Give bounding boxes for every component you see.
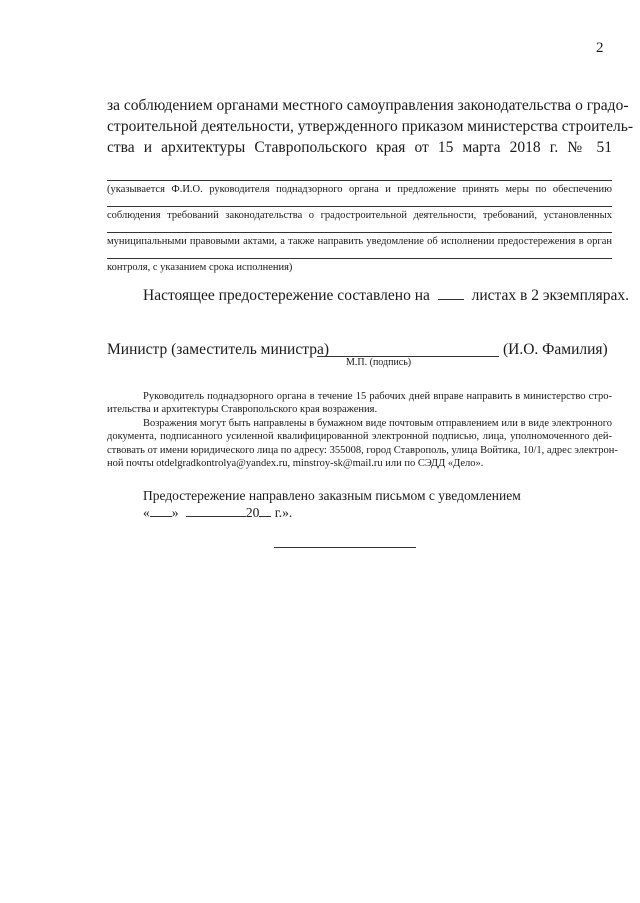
year-suffix: г.». [274,505,293,520]
objection-line: Возражения могут быть направлены в бумажном виде почтовым отправлением или в виде электронного [143,418,612,429]
objection-line: ствовать от имени юридического лица по адресу: 355008, город Ставрополь, улица Войтика, 10/1, адрес электрон- [107,444,618,456]
sent-date [143,504,521,521]
open-quote: « [143,505,150,520]
instruction-line: (указывается Ф.И.О. руководителя поднадзорного органа и предложение принять меры по обеспечению [107,184,612,195]
day-blank [150,516,172,517]
copies-text-after: листах в 2 экземплярах. [471,287,630,304]
intro-line: строительной деятельности, утвержденного приказом министерства строитель- [107,118,634,135]
objection-line: ительства и архитектуры Ставропольского края возражения. [107,404,378,416]
objection-line: Руководитель поднадзорного органа в течение 15 рабочих дней вправе направить в министерство стро- [143,391,612,402]
sent-notice [143,487,521,521]
intro-line: за соблюдением органами местного самоуправления законодательства о градо- [107,97,629,114]
objection-delivery-paragraph [107,417,618,470]
close-quote: » [171,505,179,520]
sent-notice-text: Предостережение направлено заказным письмом с уведомлением [143,488,521,503]
sheet-count-blank [438,299,464,300]
page-number: 2 [596,40,604,56]
signature-caption: М.П. (подпись) [346,357,412,368]
objection-line: ной почты otdelgradkontrolya@yandex.ru, minstroy-sk@mail.ru или по СЭДД «Дело». [107,457,484,469]
intro-line: ства и архитектуры Ставропольского края от 15 марта 2018 г. № 51 [107,139,612,156]
end-divider [274,547,416,548]
copies-text-before: Настоящее предостережение составлено на [143,287,430,304]
signatory-name: (И.О. Фамилия) [503,341,608,358]
signatory-title: Министр (заместитель министра) [107,341,329,358]
year-blank [259,516,271,517]
intro-paragraph [107,95,634,158]
copies-statement [143,287,629,305]
year-prefix: 20 [245,505,260,520]
fill-in-line [107,206,612,207]
instruction-line: муниципальными правовыми актами, а также направить уведомление об исполнении предостережения в орган [107,236,612,247]
fill-in-line [107,180,612,181]
objection-line: документа, подписанного усиленной квалифицированной электронной подписью, лица, уполномоченного дей- [107,431,612,443]
fill-in-line [107,232,612,233]
objection-right-paragraph [107,390,612,417]
month-blank [186,516,246,517]
instruction-line: контроля, с указанием срока исполнения) [107,262,293,273]
instruction-line: соблюдения требований законодательства о градостроительной деятельности, требований, установленных [107,210,612,221]
fill-in-line [107,258,612,259]
